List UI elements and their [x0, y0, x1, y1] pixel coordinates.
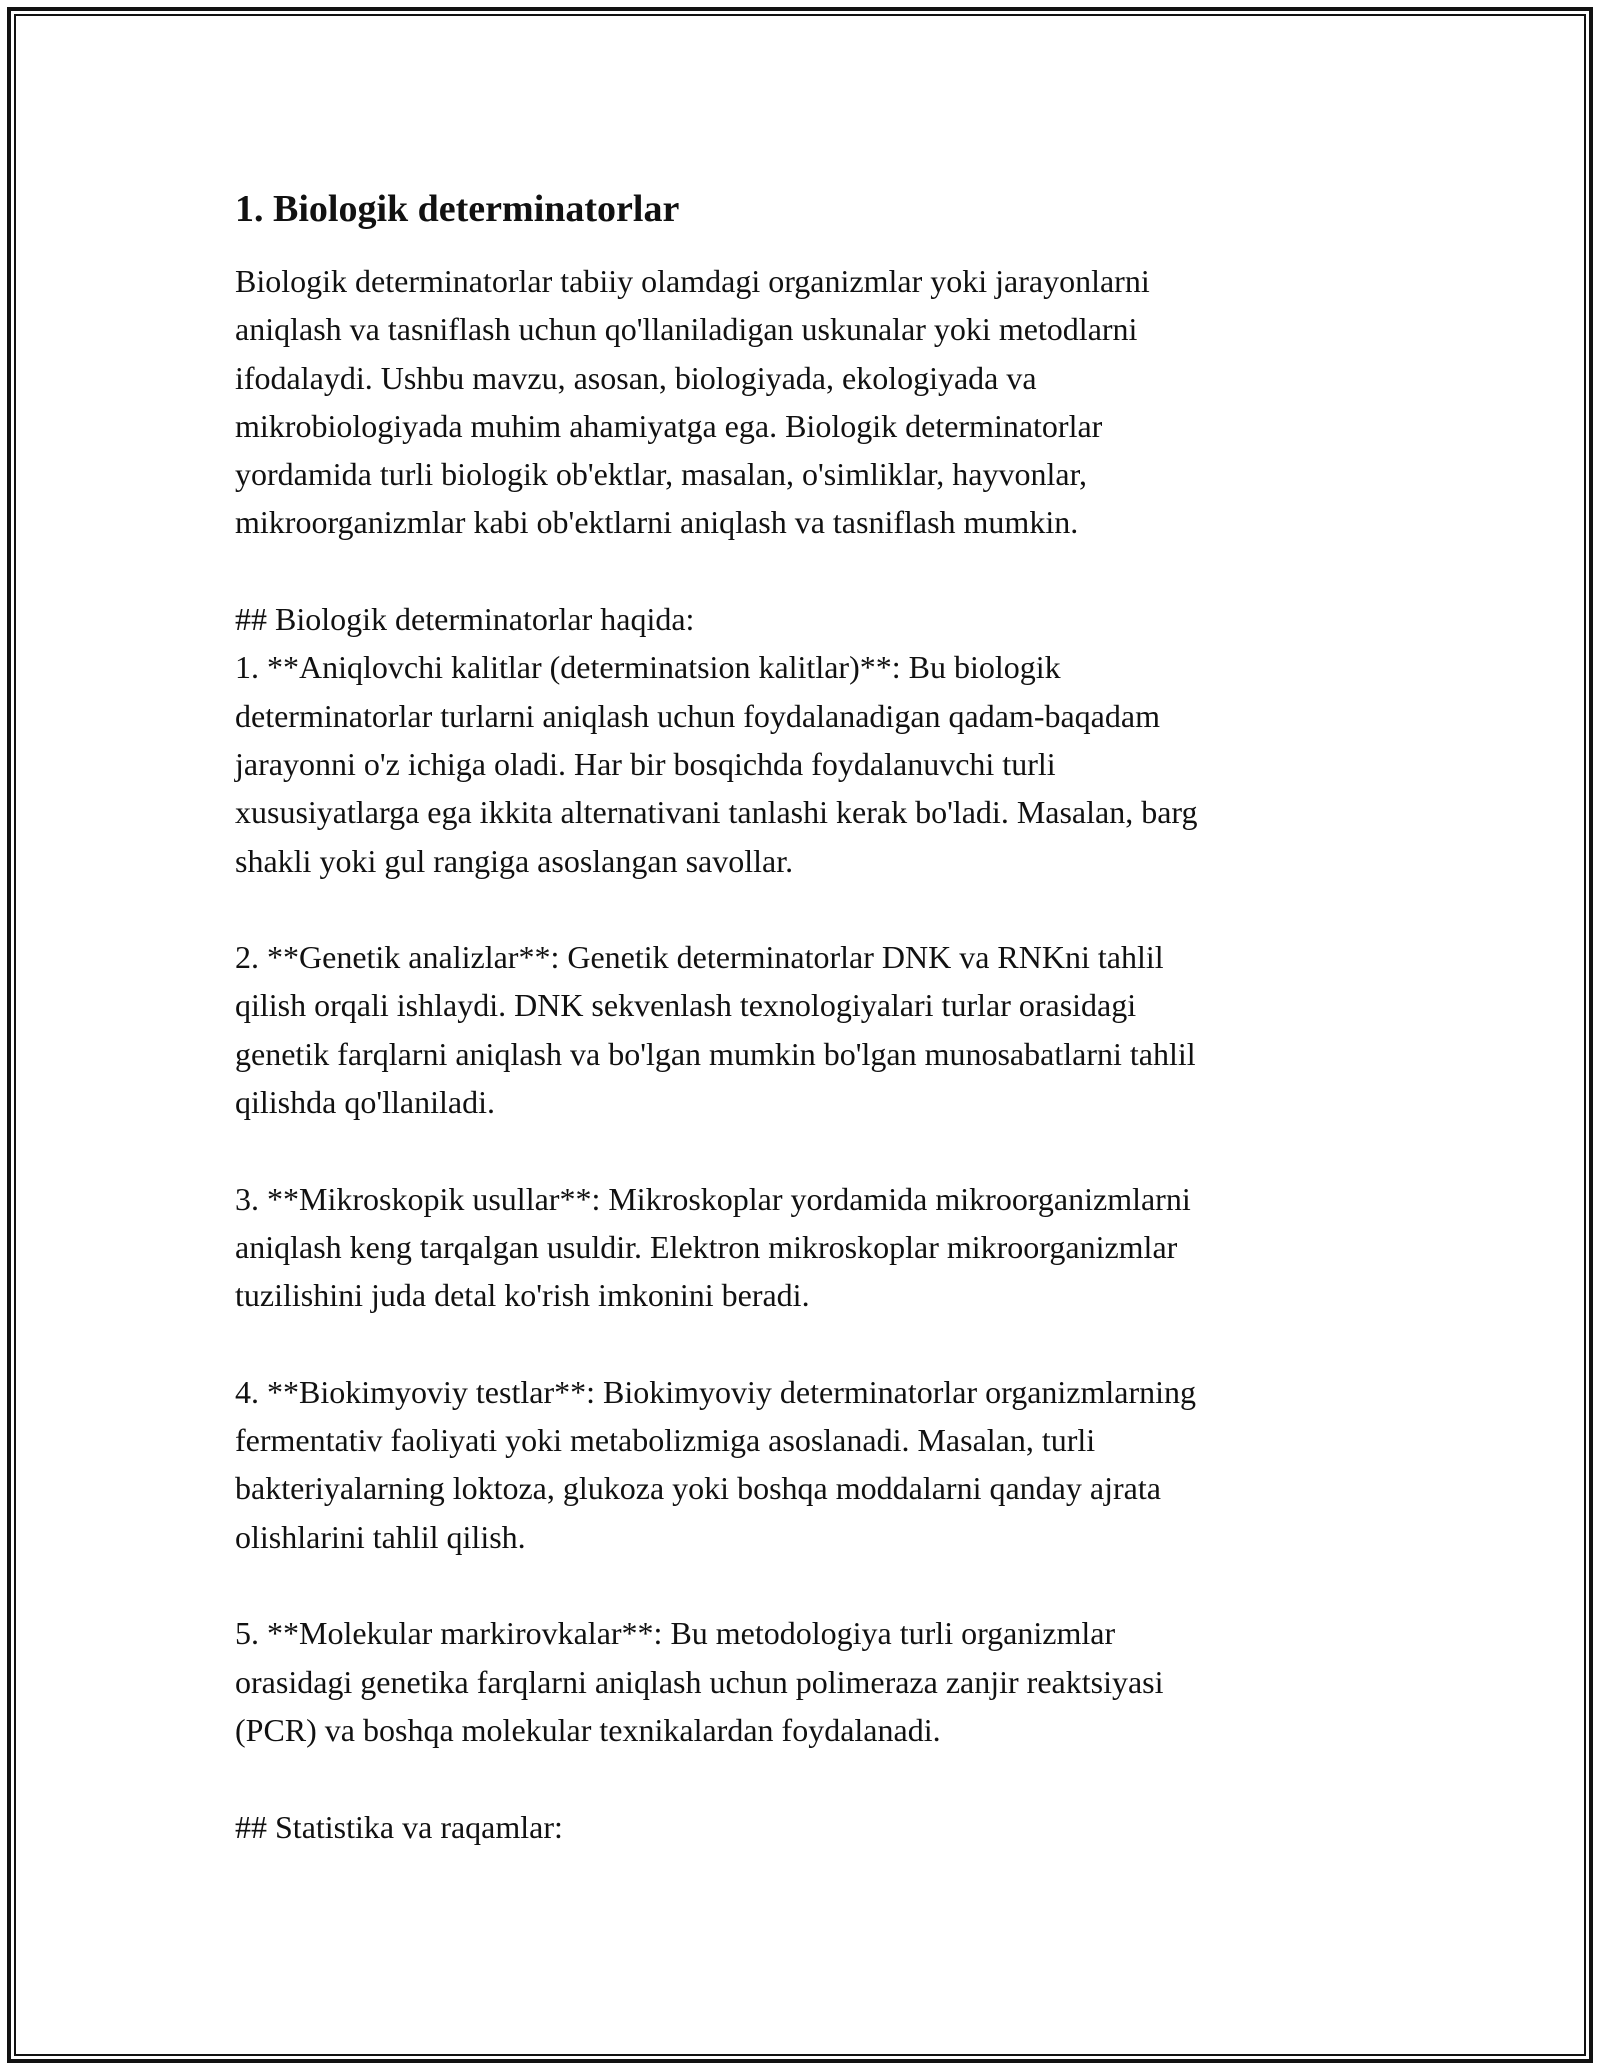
- paragraph-spacer: [235, 1561, 1365, 1609]
- document-title: 1. Biologik determinatorlar: [235, 188, 680, 230]
- paragraph-spacer: [235, 885, 1365, 933]
- list-item-molekular-markirovkalar: 5. **Molekular markirovkalar**: Bu metodologiya turli organizmlar orasidagi genetika farqlarni aniqlash uchun polimeraza zanjir reaktsiyasi (PCR) va boshqa molekular texnikalardan foydalanadi.: [235, 1615, 1164, 1748]
- paragraph-spacer: [235, 1320, 1365, 1368]
- intro-paragraph: Biologik determinatorlar tabiiy olamdagi organizmlar yoki jarayonlarni aniqlash va tasniflash uchun qo'llaniladigan uskunalar yoki metodlarni ifodalaydi. Ushbu mavzu, asosan, biologiyada, ekologiyada va mikrobiologiyada muhim ahamiyatga ega. Biologik determinatorlar yordamida turli biologik ob'ektlar, masalan, o'simliklar, hayvonlar, mikroorganizmlar kabi ob'ektlarni aniqlash va tasniflash mumkin.: [235, 263, 1150, 541]
- list-item-aniqlovchi-kalitlar: 1. **Aniqlovchi kalitlar (determinatsion kalitlar)**: Bu biologik determinatorlar turlarni aniqlash uchun foydalanadigan qadam-baqadam jarayonni o'z ichiga oladi. Har bir bosqichda foydalanuvchi turli xususiyatlarga ega ikkita alternativani tanlashi kerak bo'ladi. Masalan, barg shakli yoki gul rangiga asoslangan savollar.: [235, 649, 1198, 879]
- document-body: [235, 185, 1365, 1851]
- list-item-biokimyoviy-testlar: 4. **Biokimyoviy testlar**: Biokimyoviy determinatorlar organizmlarning fermentativ faoliyati yoki metabolizmiga asoslanadi. Masalan, turli bakteriyalarning loktoza, glukoza yoki boshqa moddalarni qanday ajrata olishlarini tahlil qilish.: [235, 1373, 1197, 1555]
- final-section-heading: ## Statistika va raqamlar:: [235, 1808, 563, 1845]
- paragraph-spacer: [235, 1754, 1365, 1802]
- paragraph-spacer: [235, 1126, 1365, 1174]
- list-item-mikroskopik-usullar: 3. **Mikroskopik usullar**: Mikroskoplar yordamida mikroorganizmlarni aniqlash keng tarqalgan usuldir. Elektron mikroskoplar mikroorganizmlar tuzilishini juda detal ko'rish imkonini beradi.: [235, 1180, 1191, 1314]
- section-heading: ## Biologik determinatorlar haqida:: [235, 601, 695, 638]
- paragraph-spacer: [235, 547, 1365, 595]
- list-item-genetik-analizlar: 2. **Genetik analizlar**: Genetik determinatorlar DNK va RNKni tahlil qilish orqali ishlaydi. DNK sekvenlash texnologiyalari turlar orasidagi genetik farqlarni aniqlash va bo'lgan mumkin bo'lgan munosabatlarni tahlil qilishda qo'llaniladi.: [235, 939, 1196, 1121]
